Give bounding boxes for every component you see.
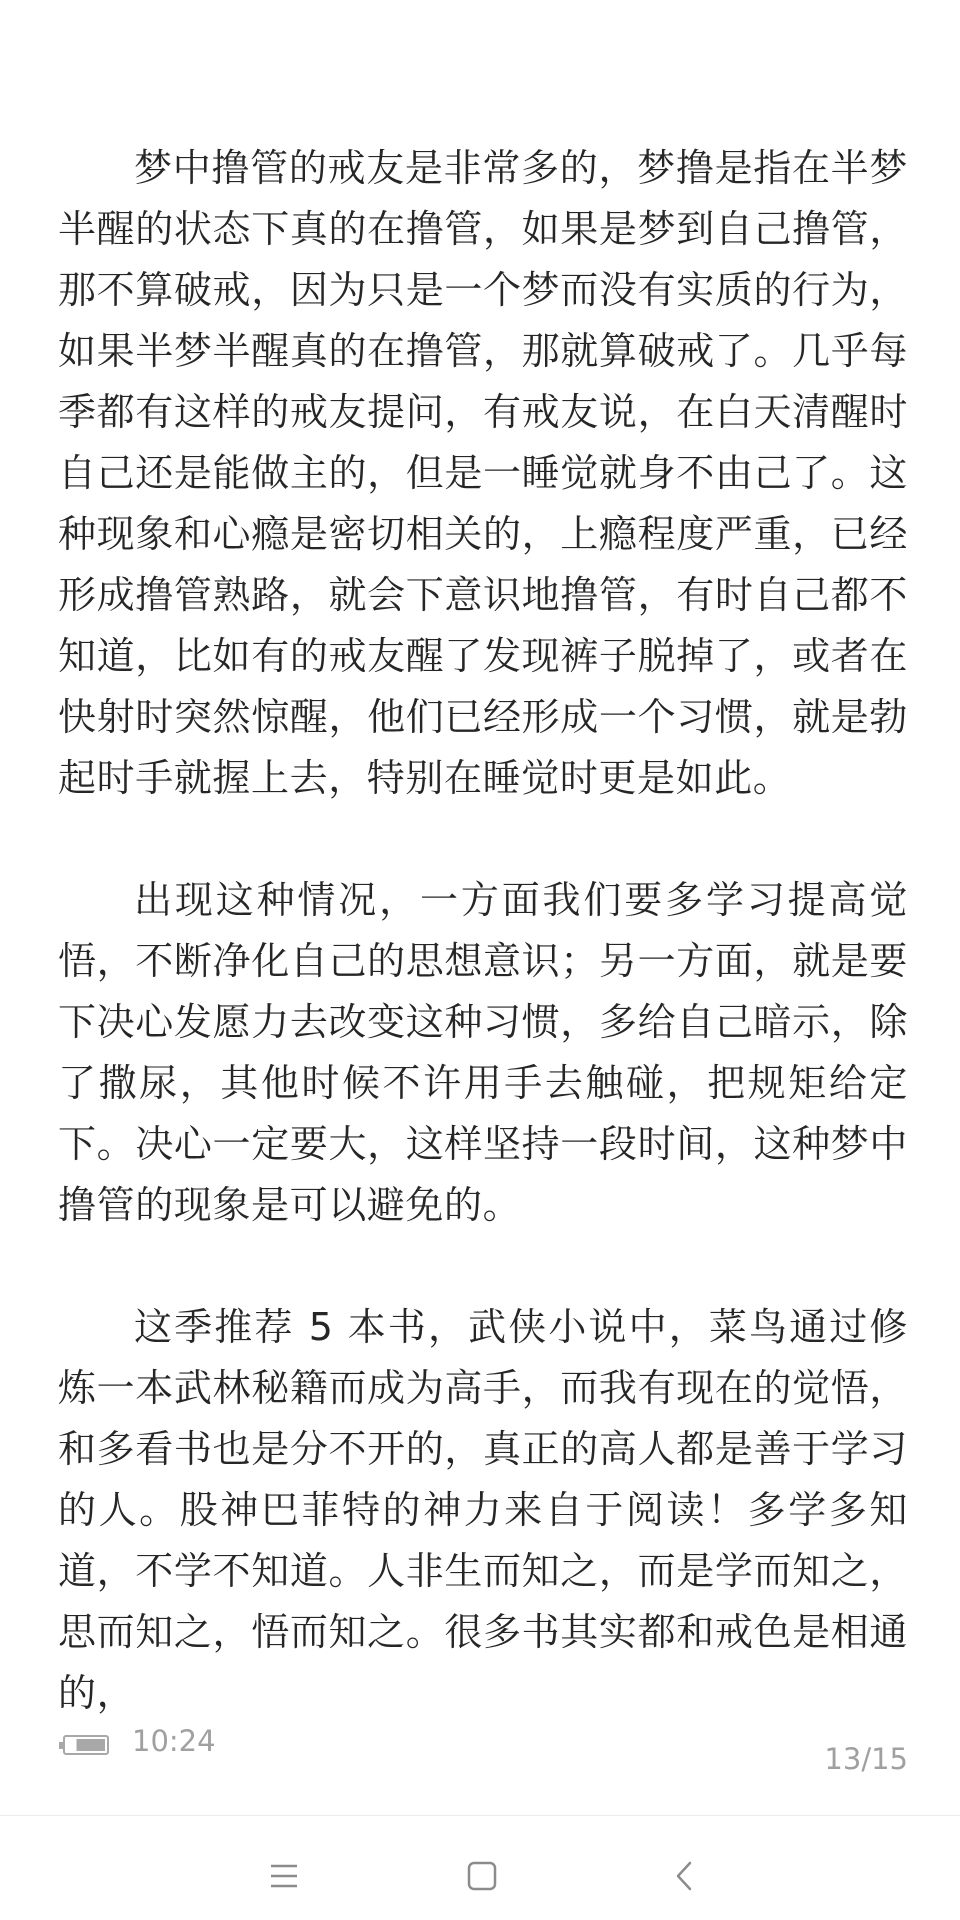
menu-button[interactable] (254, 1846, 314, 1906)
reader-status-bar (58, 1722, 908, 1776)
paragraph-3: 这季推荐 5 本书，武侠小说中，菜鸟通过修炼一本武林秘籍而成为高手，而我有现在的觉悟，和多看书也是分不开的，真正的高人都是善于学习的人。股神巴菲特的神力来自于阅读！多学多知道，不学不知道。人非生而知之，而是学而知之，思而知之，悟而知之。很多书其实都和戒色是相通的， (58, 1305, 908, 1715)
paragraph-2: 出现这种情况，一方面我们要多学习提高觉悟，不断净化自己的思想意识；另一方面，就是要下决心发愿力去改变这种习惯，多给自己暗示，除了撒尿，其他时候不许用手去触碰，把规矩给定下。决心一定要大，这样坚持一段时间，这种梦中撸管的现象是可以避免的。 (58, 878, 908, 1227)
paragraph-1: 梦中撸管的戒友是非常多的，梦撸是指在半梦半醒的状态下真的在撸管，如果是梦到自己撸管，那不算破戒，因为只是一个梦而没有实质的行为，如果半梦半醒真的在撸管，那就算破戒了。几乎每季都有这样的戒友提问，有戒友说，在白天清醒时自己还是能做主的，但是一睡觉就身不由己了。这种现象和心瘾是密切相关的，上瘾程度严重，已经形成撸管熟路，就会下意识地撸管，有时自己都不知道，比如有的戒友醒了发现裤子脱掉了，或者在快射时突然惊醒，他们已经形成一个习惯，就是勃起时手就握上去，特别在睡觉时更是如此。 (58, 146, 908, 800)
clock-time: 10:24 (132, 1724, 216, 1758)
back-button[interactable] (654, 1846, 714, 1906)
back-icon (674, 1860, 694, 1892)
menu-icon (269, 1863, 299, 1889)
home-icon (467, 1861, 497, 1891)
battery-icon (58, 1734, 110, 1756)
reader-content[interactable] (58, 138, 908, 1785)
page-indicator: 13/15 (824, 1742, 908, 1776)
home-button[interactable] (452, 1846, 512, 1906)
system-navigation-bar (0, 1816, 960, 1920)
